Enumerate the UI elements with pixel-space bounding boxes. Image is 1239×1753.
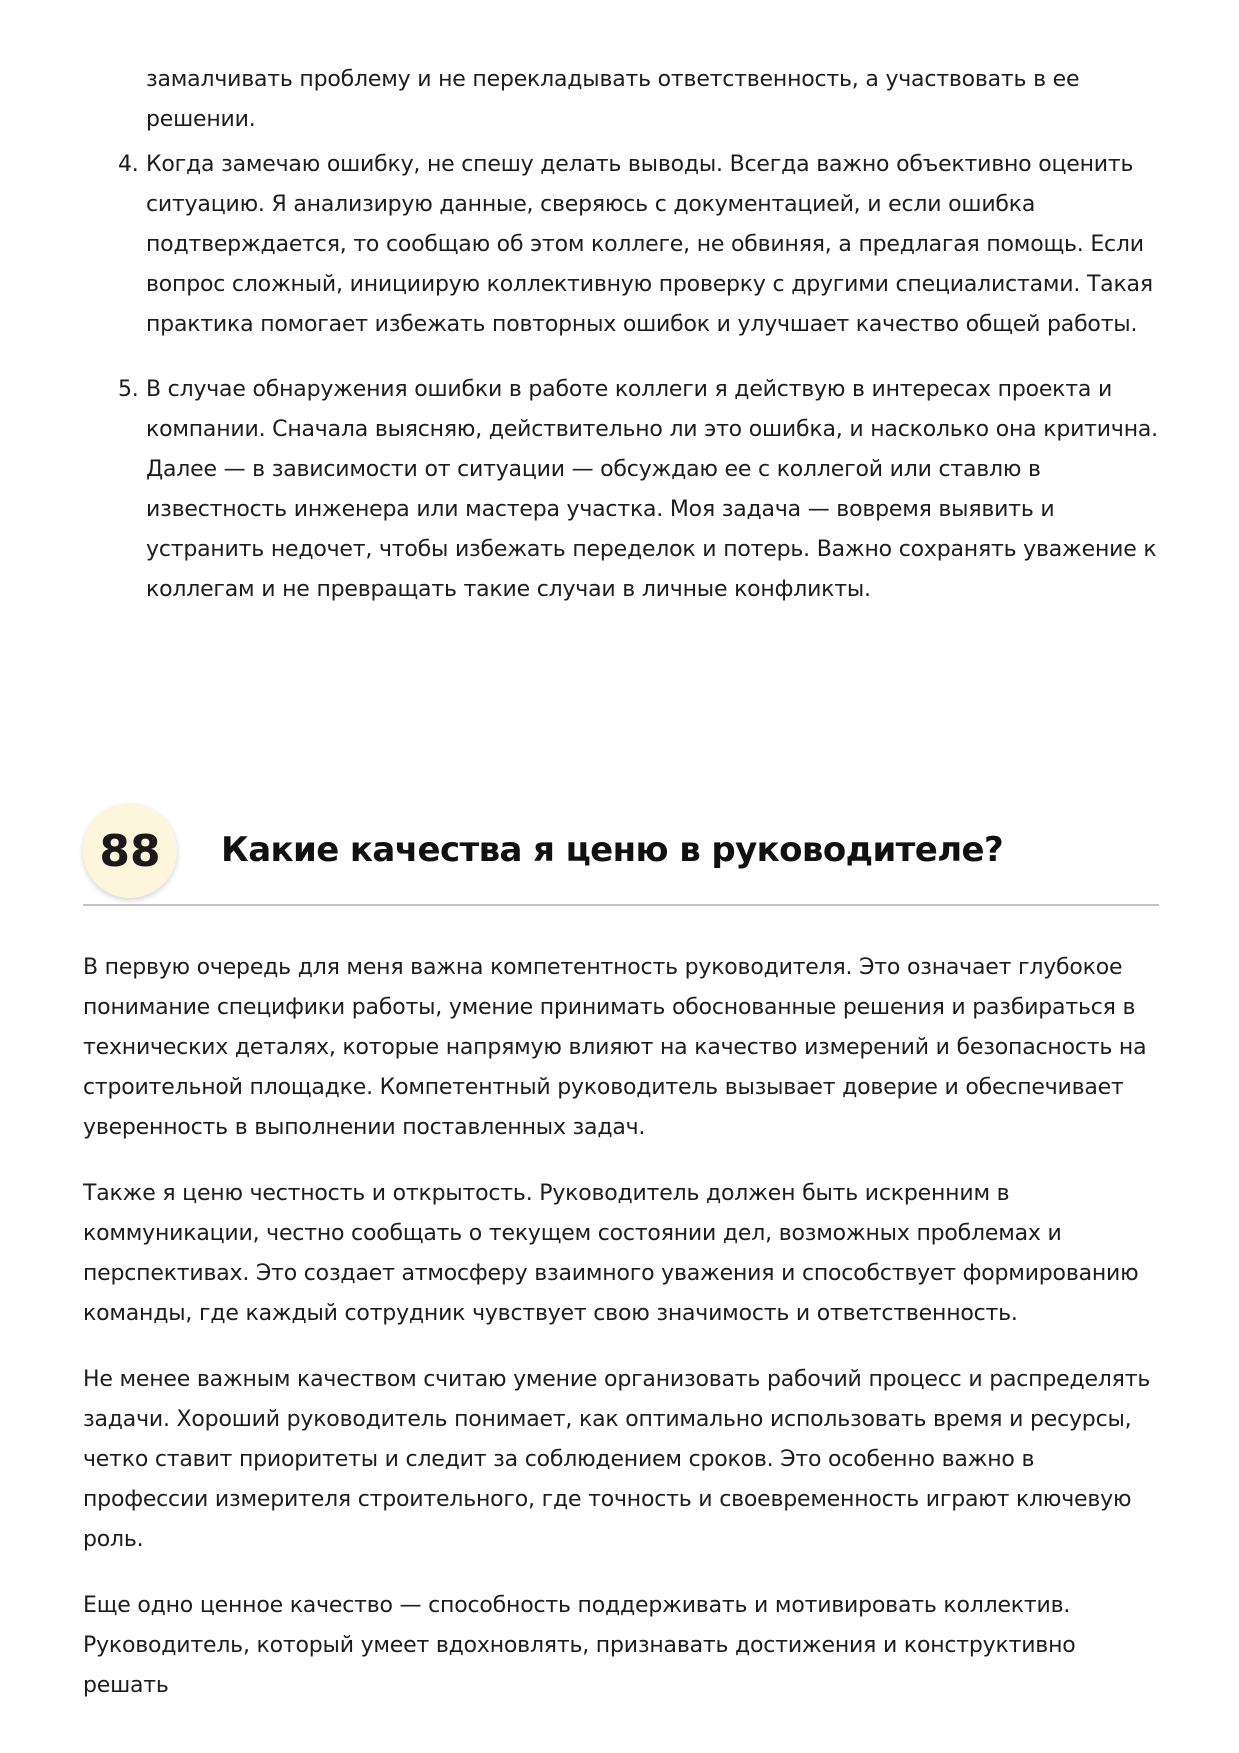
numbered-list [118,145,1171,635]
list-item-number: 5. [118,377,139,402]
answer-paragraph: Не менее важным качеством считаю умение организовать рабочий процесс и распределять задачи. Хороший руководитель понимает, как оптимально использовать время и ресурсы, четко ставит приоритеты и следит за соблюдением сроков. Это особенно важно в профессии измерителя строительного, где точность и своевременность играют ключевую роль. [83,1367,1151,1552]
list-item [118,145,1171,345]
question-divider [83,904,1159,906]
list-item-text: Когда замечаю ошибку, не спешу делать выводы. Всегда важно объективно оценить ситуацию. Я анализирую данные, сверяюсь с документацией, и если ошибка подтверждается, то сообщаю об этом коллеге, не обвиняя, а предлагая помощь. Если вопрос сложный, инициирую коллективную проверку с другими специалистами. Такая практика помогает избежать повторных ошибок и улучшает качество общей работы. [146,152,1153,337]
list-item-text: В случае обнаружения ошибки в работе коллеги я действую в интересах проекта и компании. Сначала выясняю, действительно ли это ошибка, и насколько она критична. Далее — в зависимости от ситуации — обсуждаю ее с коллегой или ставлю в известность инженера или мастера участка. Моя задача — вовремя выявить и устранить недочет, чтобы избежать переделок и потерь. Важно сохранять уважение к коллегам и не превращать такие случаи в личные конфликты. [146,377,1158,602]
question-number-badge: 88 [83,804,177,898]
answer-body [83,948,1163,1732]
list-item-continuation: замалчивать проблему и не перекладывать ответственность, а участвовать в ее решении. [146,67,1080,132]
question-title: Какие качества я ценю в руководителе? [221,830,1004,870]
answer-paragraph: Также я ценю честность и открытость. Руководитель должен быть искренним в коммуникации, честно сообщать о текущем состоянии дел, возможных проблемах и перспективах. Это создает атмосферу взаимного уважения и способствует формированию команды, где каждый сотрудник чувствует свою значимость и ответственность. [83,1181,1139,1326]
question-header [83,800,1159,908]
list-item [118,370,1171,610]
answer-paragraph: В первую очередь для меня важна компетентность руководителя. Это означает глубокое понимание специфики работы, умение принимать обоснованные решения и разбираться в технических деталях, которые напрямую влияют на качество измерений и безопасность на строительной площадке. Компетентный руководитель вызывает доверие и обеспечивает уверенность в выполнении поставленных задач. [83,955,1147,1140]
list-item-number: 4. [118,152,139,177]
answer-paragraph: Еще одно ценное качество — способность поддерживать и мотивировать коллектив. Руководитель, который умеет вдохновлять, признавать достижения и конструктивно решать [83,1593,1076,1698]
